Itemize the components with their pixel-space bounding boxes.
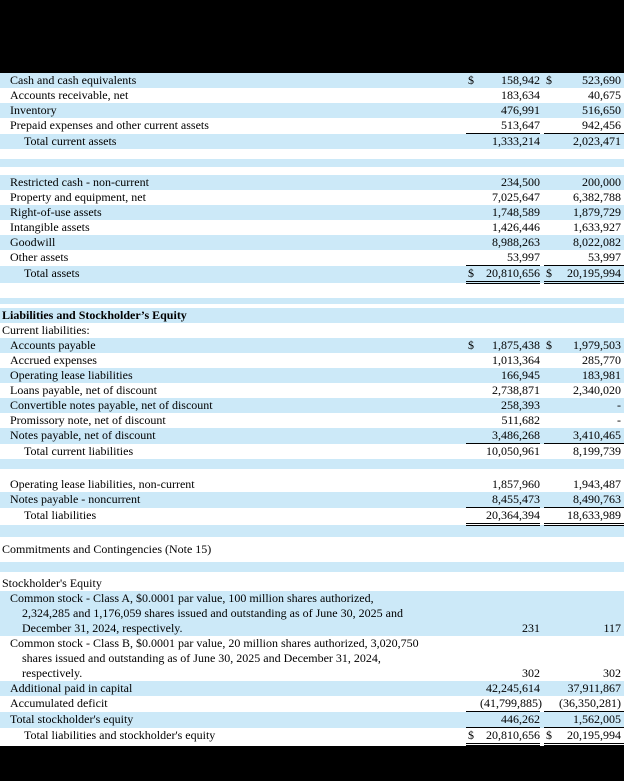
table-row — [0, 205, 624, 220]
amount-col2: 53,997 — [558, 250, 624, 266]
amount-col2 — [558, 308, 624, 323]
table-row — [0, 636, 624, 681]
spacer-cell — [0, 283, 624, 299]
currency-symbol-col1 — [466, 323, 480, 338]
row-label: Right-of-use assets — [10, 205, 102, 219]
row-label: Total liabilities and stockholder's equity — [24, 727, 216, 742]
row-label: Total liabilities — [24, 507, 97, 522]
row-label-line: respectively. — [22, 666, 83, 680]
currency-symbol-col1: $ — [466, 728, 480, 745]
amount-col1: 446,262 — [480, 712, 540, 728]
table-row — [0, 368, 624, 383]
currency-symbol-col2 — [544, 190, 558, 205]
table-row — [0, 134, 624, 150]
currency-symbol-col2 — [544, 220, 558, 235]
amount-col2 — [558, 323, 624, 338]
row-label: Promissory note, net of discount — [10, 413, 166, 427]
amount-col2: 37,911,867 — [567, 681, 621, 695]
row-label: Goodwill — [10, 235, 56, 249]
amount-col1: 1,857,960 — [492, 477, 540, 491]
amount-col2: 8,490,763 — [558, 492, 624, 508]
table-row — [0, 428, 624, 444]
spacer-row — [0, 459, 624, 469]
amount-col2: - — [617, 398, 621, 412]
currency-symbol-col1 — [466, 220, 480, 235]
amount-col2: 200,000 — [582, 175, 621, 189]
currency-symbol-col2 — [544, 428, 558, 444]
currency-symbol-col2 — [544, 134, 558, 150]
amount-col2: 117 — [603, 621, 621, 635]
row-label: Total current liabilities — [24, 443, 134, 458]
spacer-cell — [0, 159, 624, 167]
amount-col2 — [558, 542, 624, 557]
amount-col2: 183,981 — [582, 368, 621, 382]
currency-symbol-col2 — [544, 398, 558, 413]
currency-symbol-col1 — [466, 190, 480, 205]
currency-symbol-col2 — [544, 492, 558, 508]
table-row — [0, 591, 624, 636]
table-row — [0, 542, 624, 557]
amount-col1: 234,500 — [501, 175, 540, 189]
currency-symbol-col2 — [544, 696, 558, 712]
amount-col1: 183,634 — [501, 88, 540, 102]
currency-symbol-col2 — [544, 508, 558, 525]
currency-symbol-col1 — [466, 508, 480, 525]
amount-col2: 20,195,994 — [558, 266, 624, 283]
table-row — [0, 492, 624, 508]
row-label: Intangible assets — [10, 220, 90, 234]
spacer-cell — [0, 562, 624, 572]
spacer-row — [0, 167, 624, 175]
table-row — [0, 477, 624, 492]
currency-symbol-col1 — [466, 398, 480, 413]
amount-col1: 8,455,473 — [480, 492, 540, 508]
currency-symbol-col1 — [466, 368, 480, 383]
table-row — [0, 728, 624, 745]
balance-sheet-rows — [0, 73, 624, 745]
currency-symbol-col1: $ — [466, 266, 480, 283]
currency-symbol-col2 — [544, 591, 558, 636]
currency-symbol-col2: $ — [546, 338, 552, 352]
amount-col1 — [480, 576, 540, 591]
amount-col1: 302 — [522, 666, 540, 680]
currency-symbol-col2 — [544, 368, 558, 383]
currency-symbol-col1: $ — [468, 73, 474, 87]
table-row — [0, 338, 624, 353]
currency-symbol-col1 — [466, 88, 480, 103]
table-row — [0, 444, 624, 460]
spacer-row — [0, 562, 624, 572]
amount-col2: - — [617, 413, 621, 427]
row-label: Other assets — [10, 250, 69, 264]
currency-symbol-col1: $ — [468, 338, 474, 352]
currency-symbol-col1 — [466, 103, 480, 118]
currency-symbol-col1 — [466, 542, 480, 557]
amount-col1: 231 — [522, 621, 540, 635]
currency-symbol-col2 — [544, 712, 558, 728]
table-row — [0, 323, 624, 338]
row-label: Loans payable, net of discount — [10, 383, 157, 397]
currency-symbol-col1 — [466, 413, 480, 428]
currency-symbol-col2 — [544, 175, 558, 190]
amount-col1: 1,748,589 — [492, 205, 540, 219]
table-row — [0, 712, 624, 728]
row-label — [0, 636, 466, 681]
table-row — [0, 88, 624, 103]
currency-symbol-col2 — [544, 323, 558, 338]
currency-symbol-col1 — [466, 477, 480, 492]
spacer-row — [0, 525, 624, 538]
amount-col1: 1,333,214 — [492, 134, 540, 148]
table-row — [0, 508, 624, 525]
row-label-line: Common stock - Class B, $0.0001 par value, 20 million shares authorized, 3,020,750 — [10, 636, 419, 650]
currency-symbol-col1 — [466, 383, 480, 398]
currency-symbol-col2 — [544, 636, 558, 681]
row-label: Accumulated deficit — [10, 696, 108, 710]
row-label: Accrued expenses — [10, 353, 97, 367]
spacer-cell — [0, 459, 624, 469]
table-row — [0, 353, 624, 368]
table-row — [0, 190, 624, 205]
row-label: Additional paid in capital — [10, 681, 133, 695]
currency-symbol-col1 — [466, 681, 480, 696]
currency-symbol-col1 — [466, 428, 480, 444]
currency-symbol-col2 — [544, 477, 558, 492]
row-label: Property and equipment, net — [10, 190, 146, 204]
amount-col2: 516,650 — [582, 103, 621, 117]
spacer-row — [0, 283, 624, 299]
table-row — [0, 73, 624, 88]
amount-col1: (41,799,885) — [480, 696, 542, 710]
spacer-row — [0, 469, 624, 477]
amount-col2: 942,456 — [558, 118, 624, 134]
amount-col1 — [480, 542, 540, 557]
amount-col2: 8,199,739 — [573, 444, 621, 458]
amount-col1 — [480, 308, 540, 323]
currency-symbol-col2 — [544, 250, 558, 266]
amount-col1: 1,013,364 — [492, 353, 540, 367]
amount-col2: 285,770 — [582, 353, 621, 367]
balance-sheet-table — [0, 73, 624, 746]
row-label: Total current assets — [24, 133, 117, 148]
amount-col1: 1,875,438 — [492, 338, 540, 352]
currency-symbol-col1 — [466, 576, 480, 591]
currency-symbol-col1 — [466, 712, 480, 728]
spacer-cell — [0, 525, 624, 538]
row-label: Current liabilities: — [2, 323, 90, 337]
spacer-row — [0, 159, 624, 167]
currency-symbol-col2 — [544, 118, 558, 134]
currency-symbol-col1 — [466, 492, 480, 508]
currency-symbol-col2 — [544, 681, 558, 696]
row-label-line: December 31, 2024, respectively. — [22, 621, 183, 635]
row-label: Accounts receivable, net — [10, 88, 129, 102]
table-row — [0, 118, 624, 134]
amount-col1: 8,988,263 — [492, 235, 540, 249]
table-row — [0, 175, 624, 190]
amount-col2: 8,022,082 — [573, 235, 621, 249]
currency-symbol-col2 — [544, 88, 558, 103]
amount-col2: 2,340,020 — [573, 383, 621, 397]
amount-col1: 513,647 — [480, 118, 540, 134]
table-row — [0, 266, 624, 283]
amount-col1: 42,245,614 — [486, 681, 540, 695]
row-label: Operating lease liabilities, non-current — [10, 477, 195, 491]
amount-col1: 3,486,268 — [480, 428, 540, 444]
currency-symbol-col1 — [466, 444, 480, 460]
row-label: Inventory — [10, 103, 57, 117]
amount-col1: 20,364,394 — [480, 508, 540, 525]
spacer-cell — [0, 149, 624, 159]
currency-symbol-col2 — [544, 413, 558, 428]
amount-col1: 258,393 — [501, 398, 540, 412]
currency-symbol-col2 — [544, 576, 558, 591]
amount-col1: 1,426,446 — [492, 220, 540, 234]
table-row — [0, 696, 624, 712]
currency-symbol-col1 — [466, 696, 480, 712]
row-label-line: 2,324,285 and 1,176,059 shares issued and outstanding as of June 30, 2025 and — [22, 606, 403, 620]
currency-symbol-col2 — [544, 353, 558, 368]
amount-col2: 302 — [603, 666, 621, 680]
currency-symbol-col1 — [466, 175, 480, 190]
amount-col1: 20,810,656 — [480, 266, 540, 283]
currency-symbol-col2 — [544, 444, 558, 460]
amount-col2: 18,633,989 — [558, 508, 624, 525]
table-row — [0, 235, 624, 250]
currency-symbol-col2: $ — [544, 728, 558, 745]
table-row — [0, 576, 624, 591]
table-row — [0, 103, 624, 118]
amount-col1: 10,050,961 — [486, 444, 540, 458]
currency-symbol-col2 — [544, 205, 558, 220]
amount-col2: 2,023,471 — [573, 134, 621, 148]
currency-symbol-col1 — [466, 118, 480, 134]
spacer-row — [0, 149, 624, 159]
amount-col1: 476,991 — [501, 103, 540, 117]
amount-col1: 2,738,871 — [492, 383, 540, 397]
row-label: Restricted cash - non-current — [10, 175, 149, 189]
amount-col1 — [480, 323, 540, 338]
row-label — [0, 591, 466, 636]
row-label: Commitments and Contingencies (Note 15) — [2, 542, 212, 556]
currency-symbol-col1 — [466, 636, 480, 681]
currency-symbol-col1 — [466, 134, 480, 150]
table-row — [0, 308, 624, 323]
amount-col2: 1,979,503 — [573, 338, 621, 352]
currency-symbol-col2: $ — [544, 266, 558, 283]
row-label-line: shares issued and outstanding as of June 30, 2025 and December 31, 2024, — [22, 651, 381, 665]
amount-col2: 1,633,927 — [573, 220, 621, 234]
amount-col1: 20,810,656 — [480, 728, 540, 745]
amount-col1: 166,945 — [501, 368, 540, 382]
table-row — [0, 220, 624, 235]
amount-col2: 1,562,005 — [558, 712, 624, 728]
table-row — [0, 681, 624, 696]
table-row — [0, 250, 624, 266]
amount-col2: 40,675 — [588, 88, 621, 102]
row-label: Notes payable, net of discount — [10, 428, 156, 442]
currency-symbol-col1 — [466, 591, 480, 636]
amount-col2: 1,943,487 — [573, 477, 621, 491]
currency-symbol-col2 — [544, 103, 558, 118]
row-label: Accounts payable — [10, 338, 96, 352]
amount-col2: 1,879,729 — [573, 205, 621, 219]
row-label: Cash and cash equivalents — [10, 73, 137, 87]
currency-symbol-col1 — [466, 353, 480, 368]
balance-sheet-page — [0, 73, 624, 746]
amount-col2 — [558, 576, 624, 591]
currency-symbol-col1 — [466, 235, 480, 250]
row-label: Total stockholder's equity — [10, 711, 134, 726]
currency-symbol-col2 — [544, 308, 558, 323]
amount-col2: 523,690 — [582, 73, 621, 87]
currency-symbol-col2 — [544, 542, 558, 557]
currency-symbol-col2: $ — [546, 73, 552, 87]
row-label: Operating lease liabilities — [10, 368, 133, 382]
row-label: Notes payable - noncurrent — [10, 492, 141, 506]
top-black-bar — [0, 0, 624, 73]
row-label-line: Common stock - Class A, $0.0001 par value, 100 million shares authorized, — [10, 591, 374, 605]
spacer-cell — [0, 469, 624, 477]
row-label: Liabilities and Stockholder’s Equity — [2, 308, 187, 322]
currency-symbol-col1 — [466, 250, 480, 266]
table-row — [0, 398, 624, 413]
amount-col1: 7,025,647 — [492, 190, 540, 204]
currency-symbol-col1 — [466, 205, 480, 220]
amount-col1: 53,997 — [480, 250, 540, 266]
row-label: Prepaid expenses and other current assets — [10, 118, 209, 132]
amount-col2: (36,350,281) — [558, 696, 624, 712]
row-label: Stockholder's Equity — [2, 576, 102, 590]
row-label: Total assets — [24, 265, 80, 280]
amount-col2: 6,382,788 — [573, 190, 621, 204]
row-label: Convertible notes payable, net of discount — [10, 398, 213, 412]
currency-symbol-col1 — [466, 308, 480, 323]
table-row — [0, 383, 624, 398]
amount-col2: 20,195,994 — [558, 728, 624, 745]
currency-symbol-col2 — [544, 235, 558, 250]
table-row — [0, 413, 624, 428]
spacer-cell — [0, 167, 624, 175]
currency-symbol-col2 — [544, 383, 558, 398]
amount-col1: 511,682 — [501, 413, 540, 427]
amount-col1: 158,942 — [501, 73, 540, 87]
amount-col2: 3,410,465 — [558, 428, 624, 444]
